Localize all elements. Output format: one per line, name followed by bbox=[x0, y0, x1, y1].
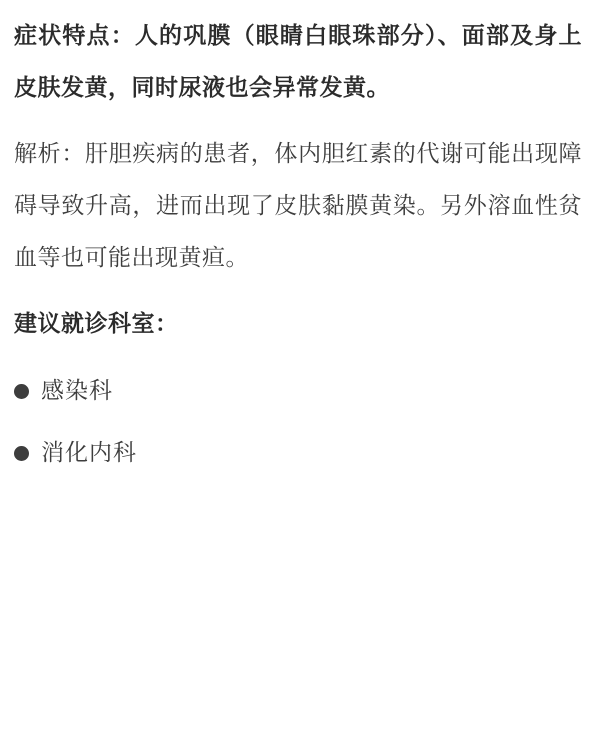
list-item bbox=[14, 360, 582, 422]
recommended-departments-list bbox=[14, 360, 582, 484]
paragraph-symptom-features: 症状特点：人的巩膜（眼睛白眼珠部分）、面部及身上皮肤发黄，同时尿液也会异常发黄。 bbox=[14, 23, 582, 101]
paragraph-analysis: 解析：肝胆疾病的患者，体内胆红素的代谢可能出现障碍导致升高，进而出现了皮肤黏膜黄染。另外溶血性贫血等也可能出现黄疸。 bbox=[14, 141, 582, 271]
department-label: 消化内科 bbox=[41, 440, 137, 466]
bullet-dot-icon bbox=[14, 446, 29, 461]
bullet-dot-icon bbox=[14, 384, 29, 399]
list-item bbox=[14, 422, 582, 484]
recommended-departments-heading: 建议就诊科室： bbox=[14, 311, 179, 337]
department-label: 感染科 bbox=[41, 378, 113, 404]
